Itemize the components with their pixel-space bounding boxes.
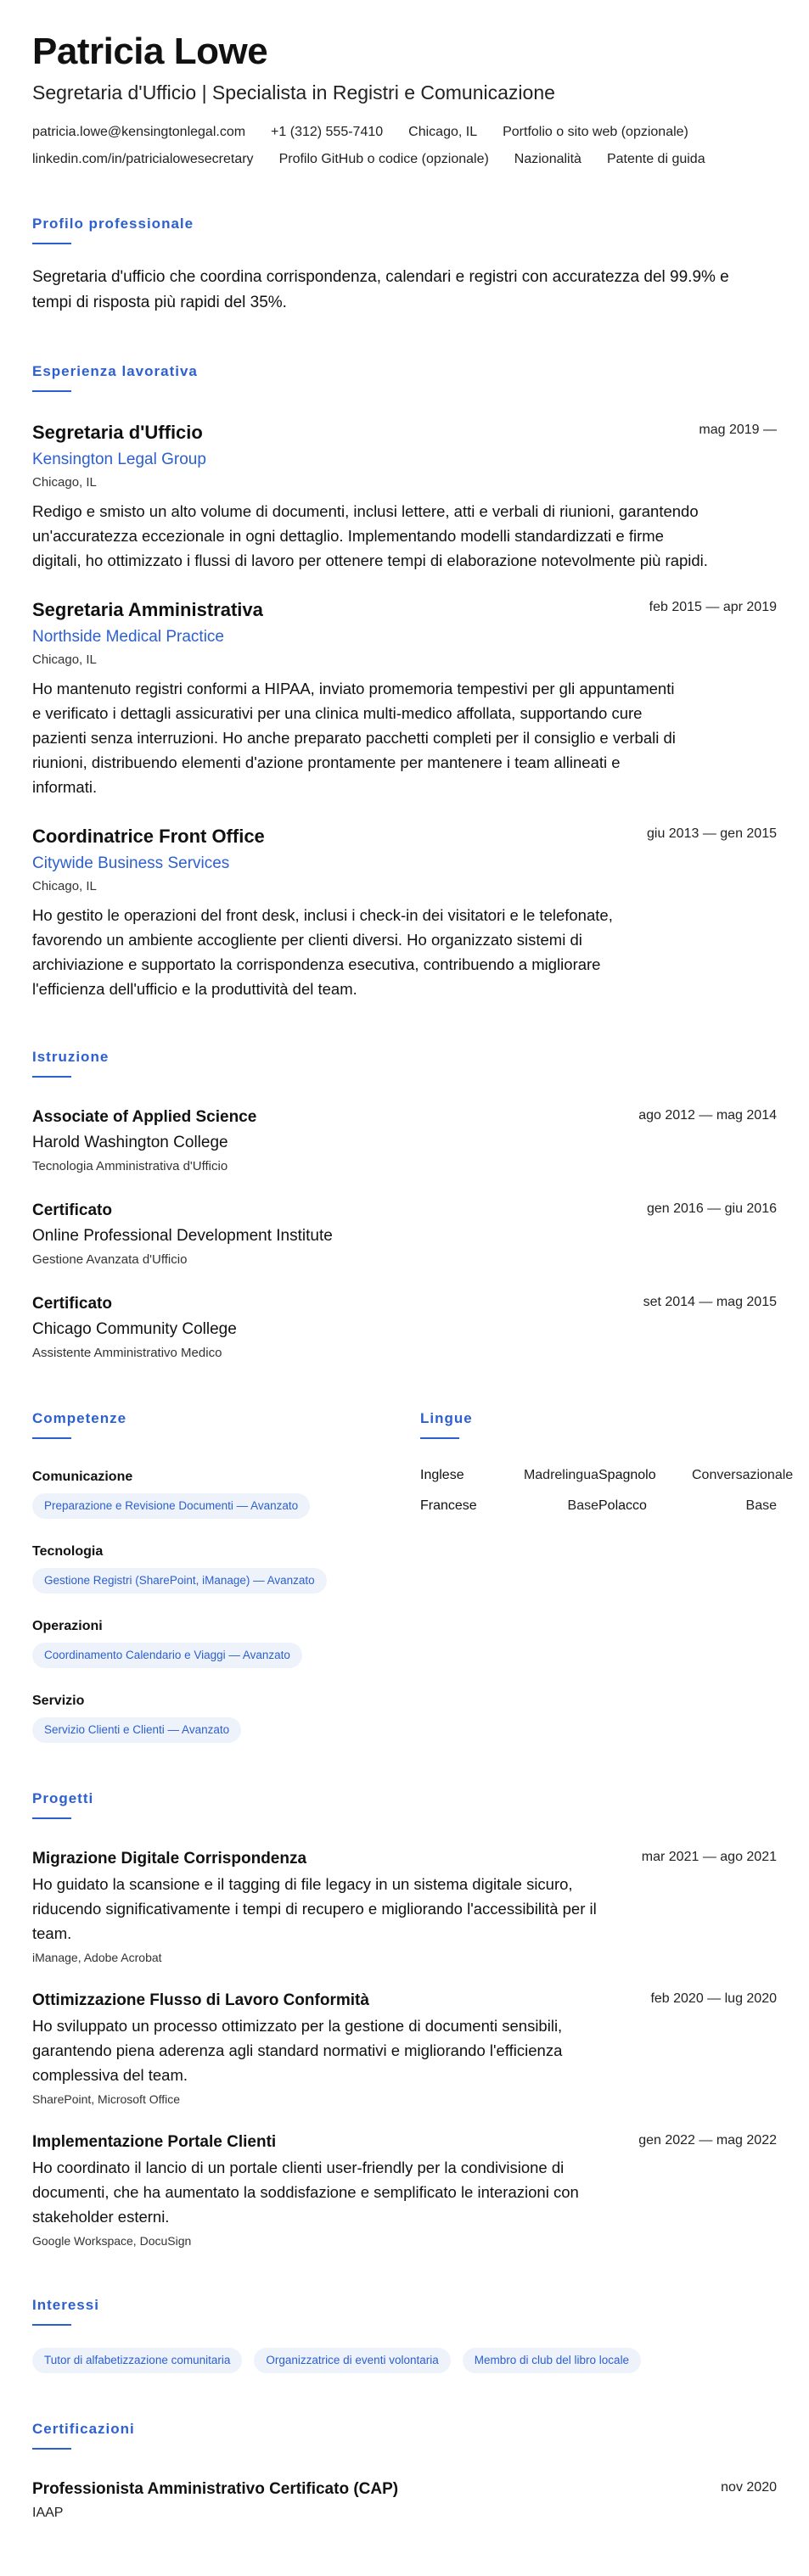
certifications-section <box>32 2421 777 2523</box>
interest-chip: Tutor di alfabetizzazione comunitaria <box>32 2348 242 2373</box>
section-title: Profilo professionale <box>32 216 194 232</box>
profile-summary: Segretaria d'ufficio che coordina corrispondenza, calendari e registri con accuratezza del 99.9% e tempi di risposta più rapidi del 35%. <box>32 268 729 311</box>
entry-dates: nov 2020 <box>721 2480 777 2495</box>
section-title: Istruzione <box>32 1049 110 1065</box>
section-divider <box>32 1437 71 1439</box>
candidate-name: Patricia Lowe <box>32 31 268 72</box>
language-list <box>420 1468 794 1514</box>
project-title: Implementazione Portale Clienti <box>32 2133 277 2151</box>
project-tools: SharePoint, Microsoft Office <box>32 2092 181 2106</box>
certification-issuer: IAAP <box>32 2506 64 2520</box>
company-name: Northside Medical Practice <box>32 628 224 646</box>
language-name: Inglese <box>420 1468 464 1482</box>
skill-group <box>32 1468 393 1519</box>
school-name: Harold Washington College <box>32 1134 228 1151</box>
section-title: Progetti <box>32 1790 94 1806</box>
skill-group-name: Comunicazione <box>32 1470 133 1484</box>
interest-list <box>32 2348 777 2373</box>
section-divider <box>32 2324 71 2326</box>
skill-group-name: Operazioni <box>32 1619 103 1633</box>
section-title: Interessi <box>32 2297 99 2313</box>
contact-nationality: Nazionalità <box>514 152 581 166</box>
language-level: Madrelingua <box>523 1468 598 1482</box>
degree-title: Certificato <box>32 1295 112 1313</box>
skill-chip: Servizio Clienti e Clienti — Avanzato <box>32 1717 241 1743</box>
project-entry <box>32 1990 777 2108</box>
entry-dates: feb 2015 — apr 2019 <box>649 600 777 614</box>
job-title: Segretaria d'Ufficio <box>32 422 203 443</box>
study-field: Assistente Amministrativo Medico <box>32 1346 222 1360</box>
project-tools: iManage, Adobe Acrobat <box>32 1951 162 1964</box>
section-title: Certificazioni <box>32 2421 135 2437</box>
study-field: Gestione Avanzata d'Ufficio <box>32 1252 188 1267</box>
experience-entry <box>32 421 777 573</box>
degree-title: Certificato <box>32 1201 112 1219</box>
language-level: Base <box>745 1498 777 1513</box>
experience-entry <box>32 598 777 799</box>
skill-group <box>32 1543 393 1593</box>
job-title: Coordinatrice Front Office <box>32 826 265 847</box>
project-tools: Google Workspace, DocuSign <box>32 2234 192 2248</box>
section-divider <box>32 243 71 244</box>
contact-phone[interactable]: +1 (312) 555-7410 <box>271 125 384 139</box>
contact-github[interactable]: Profilo GitHub o codice (opzionale) <box>278 152 489 166</box>
skill-group <box>32 1617 393 1668</box>
interests-section <box>32 2297 777 2373</box>
degree-title: Associate of Applied Science <box>32 1108 257 1126</box>
job-description: Ho gestito le operazioni del front desk, inclusi i check-in dei visitatori e le telefonate, favorendo un ambiente accogliente per clienti diversi. Ho organizzato sistemi di archiviazione e supportato la corrispondenza esecutiva, contribuendo a migliorare l'efficienza dell'ufficio e la produttività del team. <box>32 906 613 998</box>
certification-title: Professionista Amministrativo Certificato (CAP) <box>32 2480 399 2498</box>
certification-entry <box>32 2478 777 2523</box>
language-name: Spagnolo <box>598 1468 656 1482</box>
languages-section <box>393 1410 794 1743</box>
entry-dates: mar 2021 — ago 2021 <box>641 1850 777 1864</box>
contact-email[interactable]: patricia.lowe@kensingtonlegal.com <box>32 125 246 139</box>
entry-dates: gen 2022 — mag 2022 <box>638 2133 777 2148</box>
skills-section <box>32 1410 393 1743</box>
skill-group <box>32 1692 393 1743</box>
education-section <box>32 1049 777 1363</box>
project-description: Ho guidato la scansione e il tagging di file legacy in un sistema digitale sicuro, riducendo significativamente i tempi di recupero e migliorando l'accessibilità per il team. <box>32 1875 597 1942</box>
job-description: Ho mantenuto registri conformi a HIPAA, inviato promemoria tempestivi per gli appuntamenti e verificato i dettagli assicurativi per una clinica multi-medico affollata, supportando cure pazienti senza interruzioni. Ho anche preparato pacchetti completi per il consiglio e verbali di riunioni, distribuendo elementi d'azione prontamente per mantenere i team allineati e informati. <box>32 680 676 796</box>
language-level: Base <box>567 1498 598 1513</box>
contact-portfolio[interactable]: Portfolio o sito web (opzionale) <box>503 125 688 139</box>
job-title: Segretaria Amministrativa <box>32 599 263 620</box>
skill-chip: Coordinamento Calendario e Viaggi — Avanzato <box>32 1643 302 1668</box>
job-location: Chicago, IL <box>32 879 97 893</box>
job-location: Chicago, IL <box>32 475 97 490</box>
language-level: Conversazionale <box>692 1468 794 1482</box>
experience-entry <box>32 825 777 1001</box>
profile-section <box>32 216 777 316</box>
section-divider <box>32 390 71 392</box>
job-description: Redigo e smisto un alto volume di documenti, inclusi lettere, atti e verbali di riunioni, garantendo un'accuratezza eccezionale in ogni dettaglio. Implementando modelli standardizzati e firme digitali, ho ottimizzato i flussi di lavoro per ottenere tempi di elaborazione notevolmente più rapidi. <box>32 502 708 569</box>
section-title: Esperienza lavorativa <box>32 363 198 379</box>
section-title: Lingue <box>420 1410 473 1426</box>
education-entry <box>32 1106 777 1176</box>
project-title: Ottimizzazione Flusso di Lavoro Conformità <box>32 1991 369 2009</box>
project-title: Migrazione Digitale Corrispondenza <box>32 1850 307 1868</box>
entry-dates: mag 2019 — <box>699 423 777 437</box>
entry-dates: gen 2016 — giu 2016 <box>646 1201 777 1216</box>
language-name: Polacco <box>598 1498 647 1513</box>
skill-chip: Gestione Registri (SharePoint, iManage) — Avanzato <box>32 1568 327 1593</box>
education-entry <box>32 1293 777 1363</box>
skill-group-name: Servizio <box>32 1694 85 1708</box>
skill-group-name: Tecnologia <box>32 1544 104 1559</box>
section-title: Competenze <box>32 1410 127 1426</box>
section-divider <box>32 1817 71 1819</box>
entry-dates: feb 2020 — lug 2020 <box>650 1991 777 2006</box>
school-name: Chicago Community College <box>32 1320 237 1338</box>
project-entry <box>32 1848 777 1966</box>
school-name: Online Professional Development Institute <box>32 1227 333 1245</box>
project-entry <box>32 2131 777 2249</box>
language-name: Francese <box>420 1498 477 1513</box>
contact-location: Chicago, IL <box>408 125 478 139</box>
education-entry <box>32 1200 777 1269</box>
contact-list <box>32 124 777 168</box>
entry-dates: ago 2012 — mag 2014 <box>638 1108 777 1123</box>
project-description: Ho coordinato il lancio di un portale clienti user-friendly per la condivisione di documenti, che ha aumentato la soddisfazione e semplificato le interazioni con stakeholder esterni. <box>32 2159 579 2226</box>
study-field: Tecnologia Amministrativa d'Ufficio <box>32 1159 228 1173</box>
interest-chip: Membro di club del libro locale <box>463 2348 641 2373</box>
entry-dates: giu 2013 — gen 2015 <box>646 826 777 841</box>
section-divider <box>32 2448 71 2450</box>
projects-section <box>32 1790 777 2249</box>
skill-chip: Preparazione e Revisione Documenti — Avanzato <box>32 1493 310 1519</box>
headline: Segretaria d'Ufficio | Specialista in Registri e Comunicazione <box>32 81 555 104</box>
contact-linkedin[interactable]: linkedin.com/in/patricialowesecretary <box>32 152 254 166</box>
experience-section <box>32 363 777 1001</box>
skills-languages-row <box>32 1410 794 1743</box>
company-name: Kensington Legal Group <box>32 451 206 468</box>
interest-chip: Organizzatrice di eventi volontaria <box>254 2348 450 2373</box>
entry-dates: set 2014 — mag 2015 <box>643 1295 777 1309</box>
company-name: Citywide Business Services <box>32 854 230 872</box>
section-divider <box>420 1437 459 1439</box>
contact-driving-license: Patente di guida <box>606 152 705 166</box>
project-description: Ho sviluppato un processo ottimizzato per la gestione di documenti sensibili, garantendo piena aderenza agli standard normativi e migliorando l'efficienza complessiva del team. <box>32 2017 563 2084</box>
section-divider <box>32 1076 71 1078</box>
job-location: Chicago, IL <box>32 652 97 667</box>
